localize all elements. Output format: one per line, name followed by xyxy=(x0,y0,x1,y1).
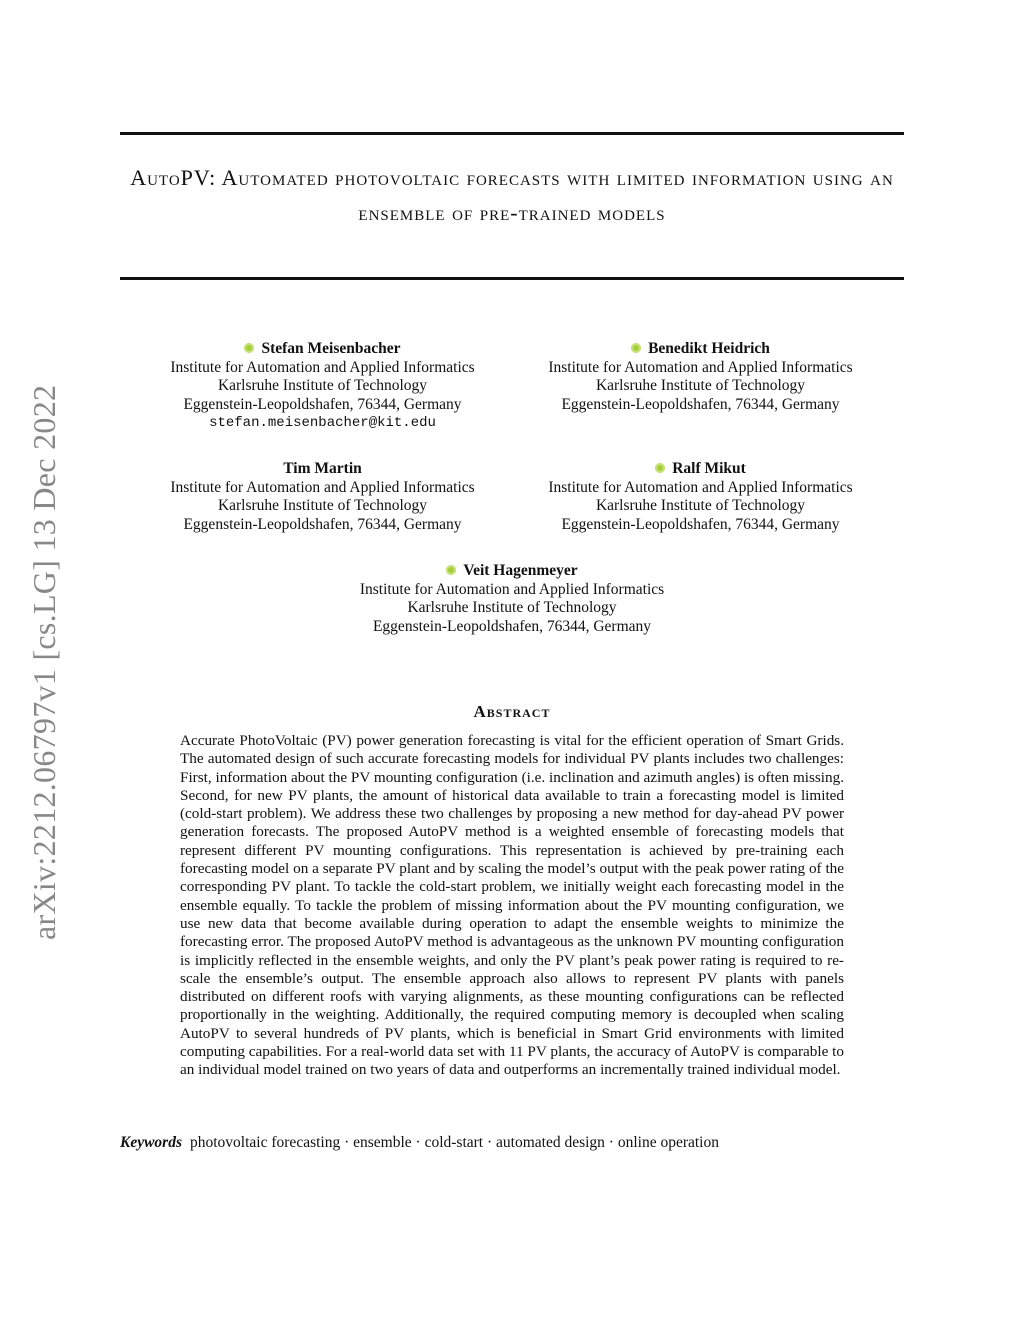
author-university: Karlsruhe Institute of Technology xyxy=(595,377,806,394)
author-university: Karlsruhe Institute of Technology xyxy=(217,377,428,394)
keywords-line xyxy=(120,1133,904,1153)
orcid-icon[interactable] xyxy=(631,343,641,353)
author-institute: Institute for Automation and Applied Informatics xyxy=(548,478,853,496)
author-location: Eggenstein-Leopoldshafen, 76344, Germany xyxy=(561,515,840,533)
abstract-heading: Abstract xyxy=(473,702,551,721)
author-name: Stefan Meisenbacher xyxy=(261,340,401,357)
author-university: Karlsruhe Institute of Technology xyxy=(217,497,428,514)
author-location: Eggenstein-Leopoldshafen, 76344, Germany xyxy=(183,515,462,533)
title-rule-top xyxy=(120,132,904,135)
author-block xyxy=(340,562,684,636)
keywords-text: photovoltaic forecasting · ensemble · cold-start · automated design · online operation xyxy=(190,1134,719,1151)
author-institute: Institute for Automation and Applied Informatics xyxy=(170,358,475,376)
orcid-icon[interactable] xyxy=(244,343,254,353)
orcid-icon[interactable] xyxy=(446,565,456,575)
author-institute: Institute for Automation and Applied Informatics xyxy=(170,478,475,496)
keywords-label: Keywords xyxy=(120,1134,182,1151)
title-rule-bottom xyxy=(120,277,904,280)
author-block xyxy=(150,460,495,534)
author-name: Veit Hagenmeyer xyxy=(463,562,578,579)
author-institute: Institute for Automation and Applied Informatics xyxy=(359,580,665,598)
author-email[interactable]: stefan.meisenbacher@kit.edu xyxy=(209,415,436,431)
author-name: Tim Martin xyxy=(283,460,362,477)
author-location: Eggenstein-Leopoldshafen, 76344, Germany xyxy=(561,395,840,413)
author-block xyxy=(528,460,873,534)
author-university: Karlsruhe Institute of Technology xyxy=(595,497,806,514)
author-block xyxy=(150,340,495,433)
author-name: Ralf Mikut xyxy=(672,460,746,477)
author-location: Eggenstein-Leopoldshafen, 76344, Germany xyxy=(372,617,652,635)
paper-title: AutoPV: Automated photovoltaic forecasts with limited information using an ensemble of pre-trained models xyxy=(130,165,894,225)
author-block xyxy=(528,340,873,414)
abstract-text: Accurate PhotoVoltaic (PV) power generation forecasting is vital for the efficient operation of Smart Grids. The automated design of such accurate forecasting models for individual PV plants includes two challenges: First, information about the PV mounting configuration (i.e. inclination and azimuth angles) is often missing. Second, for new PV plants, the amount of historical data available to train a forecasting model is limited (cold-start problem). We address these two challenges by proposing a new method for day-ahead PV power generation forecasts. The proposed AutoPV method is a weighted ensemble of forecasting models that represent different PV mounting configurations. This representation is achieved by pre-training each forecasting model on a separate PV plant and by scaling the model’s output with the peak power rating of the corresponding PV plant. To tackle the cold-start problem, we initially weight each forecasting model in the ensemble equally. To tackle the problem of missing information about the PV mounting configuration, we use new data that become available during operation to adapt the ensemble weights to minimize the forecasting error. The proposed AutoPV method is advantageous as the unknown PV mounting configuration is implicitly reflected in the ensemble weights, and only the PV plant’s peak power rating is required to re-scale the ensemble’s output. The ensemble approach also allows to represent PV plants with panels distributed on different roofs with varying alignments, as these mounting configurations can be reflected proportionally in the weighting. Additionally, the required computing memory is decoupled when scaling AutoPV to several hundreds of PV plants, which is beneficial in Smart Grid environments with limited computing capabilities. For a real-world data set with 11 PV plants, the accuracy of AutoPV is comparable to an individual model trained on two years of data and outperforms an incrementally trained individual model. xyxy=(180,732,844,1079)
author-location: Eggenstein-Leopoldshafen, 76344, Germany xyxy=(183,395,462,413)
author-university: Karlsruhe Institute of Technology xyxy=(407,599,617,616)
orcid-icon[interactable] xyxy=(655,463,665,473)
author-institute: Institute for Automation and Applied Informatics xyxy=(548,358,853,376)
author-name: Benedikt Heidrich xyxy=(648,340,770,357)
arxiv-identifier[interactable]: arXiv:2212.06797v1 [cs.LG] 13 Dec 2022 xyxy=(26,384,62,940)
